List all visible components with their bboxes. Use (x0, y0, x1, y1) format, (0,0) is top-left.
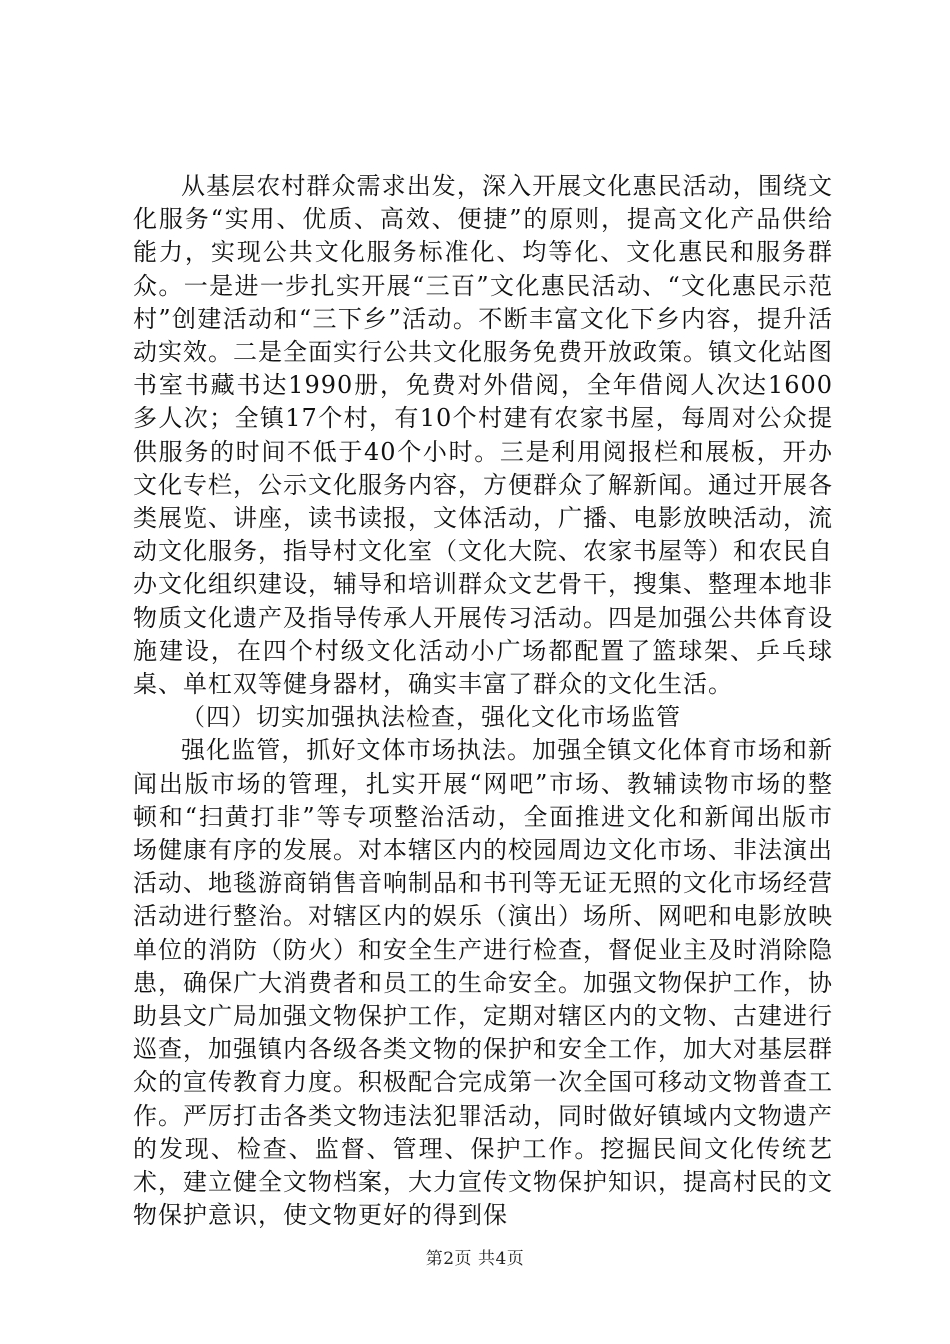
body-text (133, 170, 833, 1233)
paragraph-cultural-services: 从基层农村群众需求出发，深入开展文化惠民活动，围绕文化服务“实用、优质、高效、便捷”的原则，提高文化产品供给能力，实现公共文化服务标准化、均等化、文化惠民和服务群众。一是进一步扎实开展“三百”文化惠民活动、“文化惠民示范村”创建活动和“三下乡”活动。不断丰富文化下乡内容，提升活动实效。二是全面实行公共文化服务免费开放政策。镇文化站图书室书藏书达1990册，免费对外借阅，全年借阅人次达1600多人次；全镇17个村，有10个村建有农家书屋，每周对公众提供服务的时间不低于40个小时。三是利用阅报栏和展板，开办文化专栏，公示文化服务内容，方便群众了解新闻。通过开展各类展览、讲座，读书读报，文体活动，广播、电影放映活动，流动文化服务，指导村文化室（文化大院、农家书屋等）和农民自办文化组织建设，辅导和培训群众文艺骨干，搜集、整理本地非物质文化遗产及指导传承人开展传习活动。四是加强公共体育设施建设，在四个村级文化活动小广场都配置了篮球架、乒乓球桌、单杠双等健身器材，确实丰富了群众的文化生活。 (133, 172, 833, 699)
page-footer: 第2页 共4页 (425, 1249, 525, 1269)
section-heading: （四）切实加强执法检查，强化文化市场监管 (181, 703, 681, 732)
paragraph-market-supervision: 强化监管，抓好文体市场执法。加强全镇文化体育市场和新闻出版市场的管理，扎实开展“网吧”市场、教辅读物市场的整顿和“扫黄打非”等专项整治活动，全面推进文化和新闻出版市场健康有序的发展。对本辖区内的校园周边文化市场、非法演出活动、地毯游商销售音响制品和书刊等无证无照的文化市场经营活动进行整治。对辖区内的娱乐（演出）场所、网吧和电影放映单位的消防（防火）和安全生产进行检查，督促业主及时消除隐患，确保广大消费者和员工的生命安全。加强文物保护工作，协助县文广局加强文物保护工作，定期对辖区内的文物、古建进行巡查，加强镇内各级各类文物的保护和安全工作，加大对基层群众的宣传教育力度。积极配合完成第一次全国可移动文物普查工作。严厉打击各类文物违法犯罪活动，同时做好镇域内文物遗产的发现、检查、监督、管理、保护工作。挖掘民间文化传统艺术，建立健全文物档案，大力宣传文物保护知识，提高村民的文物保护意识，使文物更好的得到保 (133, 736, 833, 1230)
